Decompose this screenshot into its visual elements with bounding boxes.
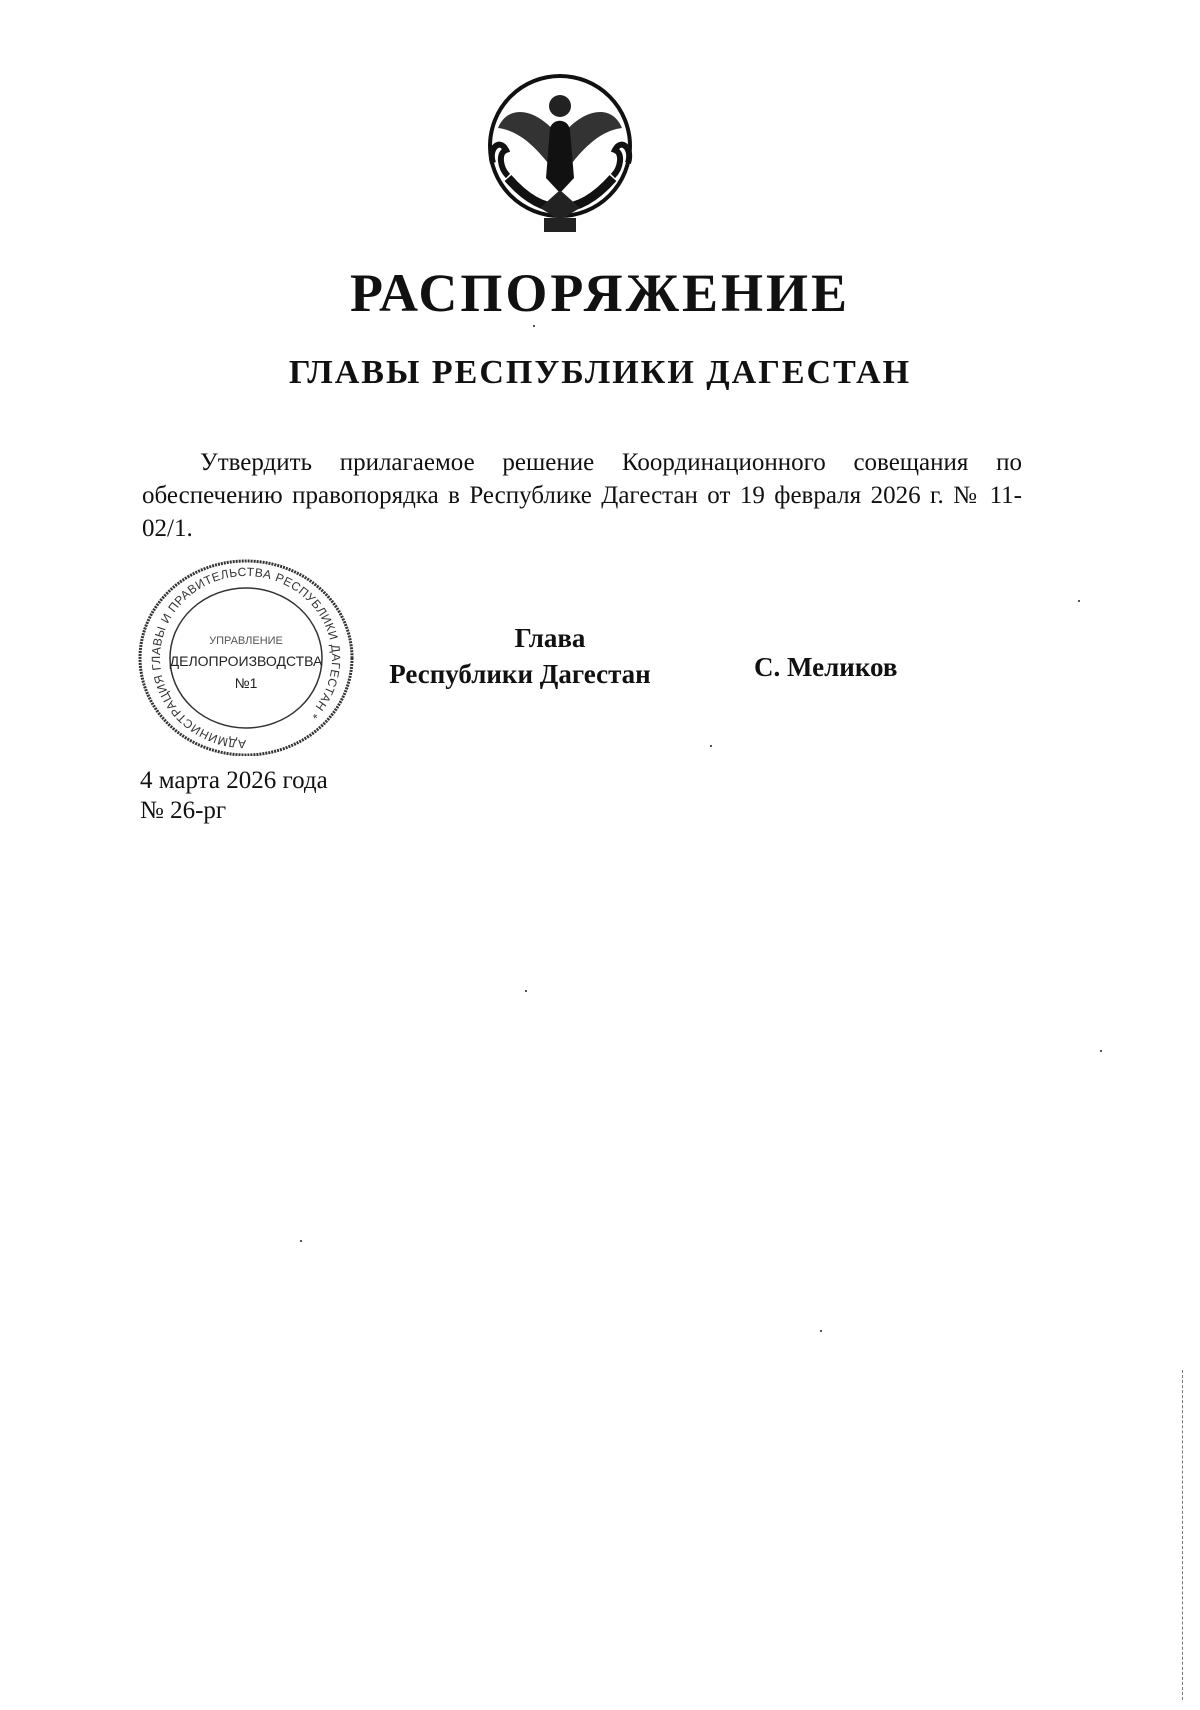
document-title: РАСПОРЯЖЕНИЕ: [349, 263, 851, 323]
official-stamp: [136, 556, 356, 756]
coat-of-arms-emblem: [478, 68, 643, 238]
stamp-center-line1: УПРАВЛЕНИЕ: [209, 635, 283, 647]
document-subtitle: ГЛАВЫ РЕСПУБЛИКИ ДАГЕСТАН: [288, 354, 912, 391]
document-number: № 26-рг: [140, 797, 227, 824]
scan-edge-line: [1182, 1370, 1184, 1700]
position-line2: Республики Дагестан: [389, 659, 651, 689]
signatory-position: [370, 620, 670, 692]
scan-speck: [710, 745, 712, 747]
stamp-center-line3: №1: [234, 675, 258, 691]
stamp-center-line2: ДЕЛОПРОИЗВОДСТВА: [169, 653, 323, 669]
signatory-name: С. Меликов: [754, 652, 898, 682]
scan-speck: [820, 1330, 822, 1332]
scan-speck: [525, 990, 527, 992]
stamp-ring-text: АДМИНИСТРАЦИЯ ГЛАВЫ И ПРАВИТЕЛЬСТВА РЕСПУБЛИКИ ДАГЕСТАН *: [148, 564, 344, 752]
position-line1: Глава: [514, 623, 586, 653]
scan-speck: [1100, 1050, 1102, 1052]
scan-speck: [533, 325, 535, 327]
document-date: 4 марта 2026 года: [140, 767, 328, 794]
scan-speck: [1078, 600, 1080, 602]
scan-speck: [300, 1240, 302, 1242]
document-date-block: [140, 766, 328, 826]
order-text: Утвердить прилагаемое решение Координационного совещания по обеспечению правопорядка в Республике Дагестан от 19 февраля 2026 г. № 11-02/1.: [142, 449, 1022, 542]
